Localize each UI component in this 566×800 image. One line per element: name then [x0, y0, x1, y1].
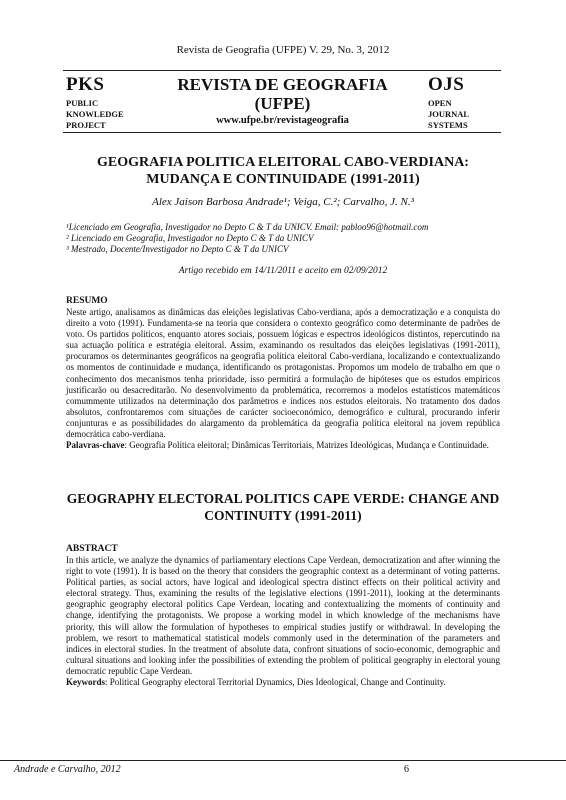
- authors: Alex Jaison Barbosa Andrade¹; Veiga, C.²; Carvalho, J. N.³: [152, 196, 414, 208]
- affiliation-3: ³ Mestrado, Docente/Investigador no Depto C & T da UNICV: [66, 244, 289, 254]
- resumo-heading: RESUMO: [66, 296, 108, 306]
- journal-title: [140, 75, 425, 113]
- pks-line-project: PROJECT: [66, 120, 106, 130]
- header-bottom-rule: [63, 132, 501, 133]
- keywords-label: Keywords: [66, 677, 105, 688]
- abstract-body: In this article, we analyze the dynamics of parliamentary elections Cape Verdean, democratization and after winning the right to vote (1991). It is based on the theory that considers the geographic context as a determinant of voting patterns. Political parties, as social actors, have logical and ideological spectra distinct effects on their political activity and electoral strategy. Thus, examining the results of the legislative elections (1991-2011), looking at the determinants geographic geography electoral politics Cape Verdean, locating and contextualizing the moments of continuity and change, identifying the protagonists. We propose a working model in which knowledge of the mechanisms have priority, this will allow the formulation of hypotheses to empirical studies justify or withdrawal. In developing the problem, we resort to mathematical statistical models commonly used in the determination of the parameters and indices in electoral studies. In the treatment of absolute data, confront situations of socio-economic, demographic and cultural situations and looking infer the possibilities of extending the problem of political geography in electoral young democratic republic Cape Verdean.: [66, 555, 500, 676]
- received-date: Artigo recebido em 14/11/2011 e aceito em 02/09/2012: [178, 266, 388, 276]
- footer-citation: Andrade e Carvalho, 2012: [14, 764, 121, 775]
- ojs-line-open: OPEN: [428, 98, 452, 108]
- keywords: [66, 677, 500, 688]
- header-top-rule: [63, 70, 501, 71]
- pks-line-knowledge: KNOWLEDGE: [66, 109, 124, 119]
- journal-url: www.ufpe.br/revistageografia: [216, 115, 349, 126]
- article-title-pt-line1: GEOGRAFIA POLITICA ELEITORAL CABO-VERDIANA:: [97, 155, 469, 170]
- journal-citation: Revista de Geografia (UFPE) V. 29, No. 3, 2012: [176, 44, 390, 56]
- footer-rule: [0, 760, 566, 761]
- pks-line-public: PUBLIC: [66, 98, 99, 108]
- ojs-logo: OJS: [428, 74, 465, 95]
- pks-logo: PKS: [66, 74, 105, 95]
- palavras-values: : Geografia Política eleitoral; Dinâmicas Territoriais, Matrizes Ideológicas, Mudança e Continuidade.: [124, 440, 489, 451]
- article-title-en: [63, 490, 503, 524]
- palavras-chave: [66, 440, 500, 451]
- article-title-pt: [63, 154, 503, 188]
- journal-title-line1: REVISTA DE GEOGRAFIA: [177, 75, 388, 94]
- article-title-en-line1: GEOGRAPHY ELECTORAL POLITICS CAPE VERDE: CHANGE AND: [66, 491, 500, 506]
- resumo-body: Neste artigo, analisamos as dinâmicas das eleições legislativas Cabo-verdiana, após a democratização e a conquista do direito a voto (1991). Fundamenta-se na teoria que considera o contexto geográfico como determinante de padrões de voto. Os partidos políticos, enquanto atores sociais, possuem lógicas e espectros ideológicos distintos, repercutindo na sua actuação política e estratégia eleitoral. Assim, examinando os resultados das eleições legislativas (1991-2011), procuramos os determinantes geográficos na geografia política eleitoral Cabo-verdiana, localizando e contextualizando os momentos de continuidade e mudança, identificando os protagonistas. Propomos um modelo de trabalho em que o conhecimento dos mecanismos tenha prioridade, isso permitirá a formulação de hipóteses que os estudos empíricos justificarão ou desacreditarão. No desenvolvimento da problemática, recorremos a modelos estatísticos matemáticos comummente utilizados na determinação dos parâmetros e índices nos estudos eleitorais. No tratamento dos dados absolutos, confrontaremos com situações de carácter socioeconómico, demográfico e cultural, procurando inferir conjunturas e as possibilidades do alargamento da problemática da geografia política eleitoral na jovem república democrática cabo-verdiana.: [66, 307, 500, 440]
- article-title-pt-line2: MUDANÇA E CONTINUIDADE (1991-2011): [146, 172, 420, 187]
- palavras-label: Palavras-chave: [66, 440, 125, 451]
- keywords-values: : Political Geography electoral Territorial Dynamics, Dies Ideological, Change and Continuity.: [105, 677, 446, 688]
- journal-title-line2: (UFPE): [254, 94, 311, 113]
- resumo-text: [66, 307, 500, 451]
- ojs-subtitle: [428, 98, 469, 131]
- affiliation-1: ¹Licenciado em Geografia, Investigador no Depto C & T da UNICV. Email: pabloo96@hotmail.com: [66, 222, 429, 232]
- affiliation-2: ² Licenciado em Geografia, Investigador no Depto C & T da UNICV: [66, 233, 314, 243]
- ojs-line-journal: JOURNAL: [428, 109, 470, 119]
- abstract-text: [66, 555, 500, 688]
- article-title-en-line2: CONTINUITY (1991-2011): [204, 508, 362, 523]
- pks-subtitle: [66, 98, 124, 131]
- affiliations: [66, 222, 506, 255]
- page-number: 6: [404, 764, 409, 775]
- abstract-heading: ABSTRACT: [66, 544, 118, 554]
- ojs-line-systems: SYSTEMS: [428, 120, 468, 130]
